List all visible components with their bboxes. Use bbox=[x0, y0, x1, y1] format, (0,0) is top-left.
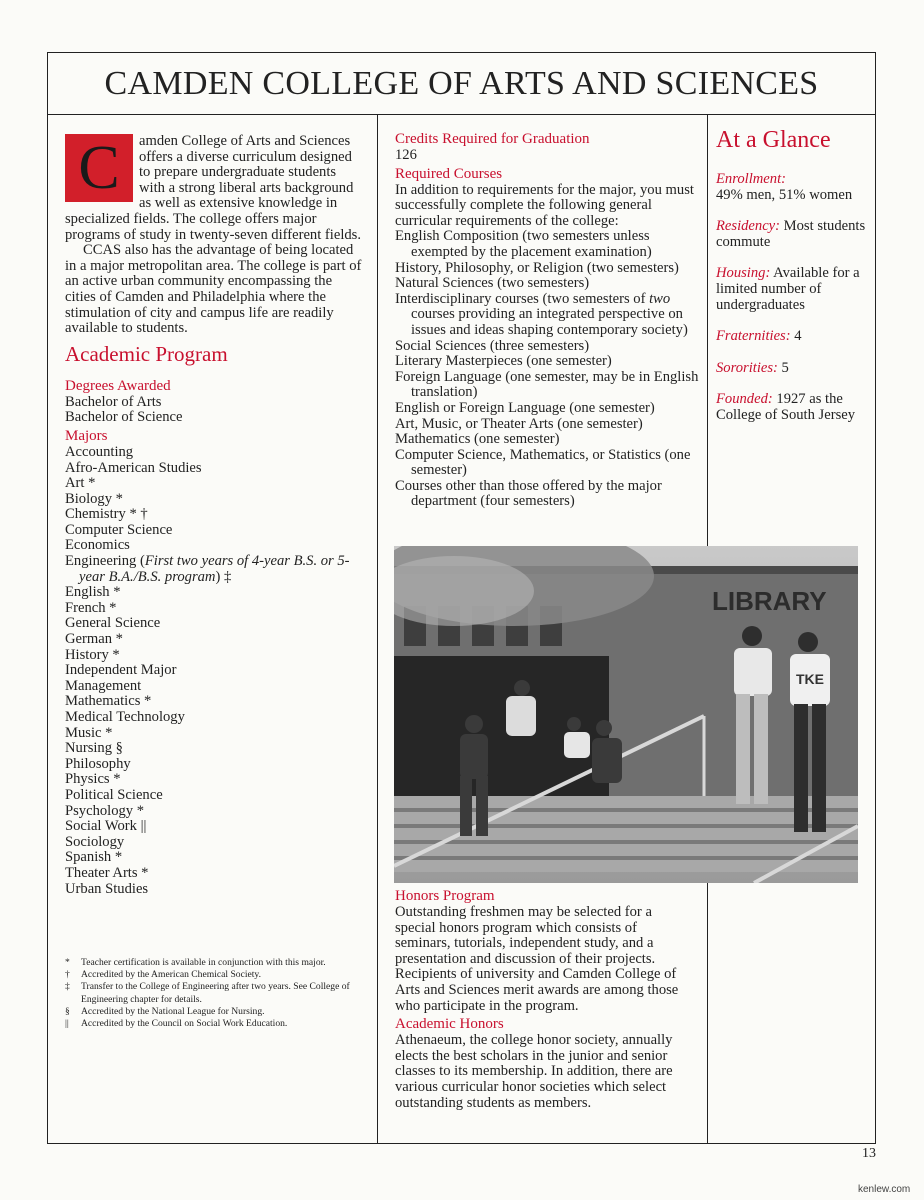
academic-honors-heading: Academic Honors bbox=[395, 1016, 504, 1033]
degrees-heading: Degrees Awarded bbox=[65, 377, 171, 394]
major-item: Spanish * bbox=[65, 849, 123, 866]
major-item: Social Work || bbox=[65, 818, 147, 835]
major-item-engineering: Engineering (First two years of 4-year B.S. or 5-year B.A./B.S. program) ‡ bbox=[65, 553, 350, 585]
course-item: Computer Science, Mathematics, or Statistics (one semester) bbox=[395, 446, 691, 479]
major-item: Afro-American Studies bbox=[65, 459, 202, 476]
course-item: Mathematics (one semester) bbox=[395, 431, 560, 448]
footnote: † Accredited by the American Chemical Society. bbox=[65, 969, 261, 981]
majors-heading: Majors bbox=[65, 427, 108, 444]
major-item: General Science bbox=[65, 615, 161, 632]
course-item: Art, Music, or Theater Arts (one semester) bbox=[395, 415, 643, 432]
intro-paragraph: amden College of Arts and Sciences offers a diverse curriculum designed to prepare undergraduate students with a strong liberal arts background as well as extensive knowledge in specialized fields. The college offers major programs of study in twenty-seven different fields. bbox=[65, 133, 361, 243]
footnotes bbox=[65, 957, 355, 1030]
page-title: CAMDEN COLLEGE OF ARTS AND SCIENCES bbox=[48, 53, 875, 115]
honors-section bbox=[395, 888, 695, 1111]
glance-enrollment: Enrollment: 49% men, 51% women bbox=[716, 171, 853, 203]
glance-heading: At a Glance bbox=[716, 127, 831, 153]
academic-honors-text: Athenaeum, the college honor society, annually elects the best scholars in the junior and senior classes to its membership. In addition, there are various curricular honor societies which select outstanding students as members. bbox=[395, 1032, 673, 1111]
major-item: Nursing § bbox=[65, 740, 123, 757]
photo-illustration bbox=[394, 546, 858, 883]
course-item: English Composition (two semesters unless exempted by the placement examination) bbox=[395, 228, 652, 260]
honors-heading: Honors Program bbox=[395, 888, 495, 904]
drop-cap: C bbox=[65, 134, 133, 202]
footnote: § Accredited by the National League for Nursing. bbox=[65, 1005, 265, 1017]
degree-item: Bachelor of Science bbox=[65, 409, 183, 426]
glance-founded: Founded: 1927 as the College of South Jersey bbox=[716, 391, 856, 423]
courses-heading: Required Courses bbox=[395, 165, 503, 182]
course-item: Social Sciences (three semesters) bbox=[395, 337, 590, 354]
major-item: Psychology * bbox=[65, 802, 145, 819]
degree-item: Bachelor of Arts bbox=[65, 393, 162, 410]
column-divider bbox=[377, 115, 378, 1143]
course-item: History, Philosophy, or Religion (two semesters) bbox=[395, 259, 679, 276]
library-steps-photo bbox=[394, 546, 858, 883]
footnote: ‡ Transfer to the College of Engineering after two years. See College of Engineering chapter for details. bbox=[65, 981, 350, 1005]
glance-sororities: Sororities: 5 bbox=[716, 359, 789, 376]
major-item: Management bbox=[65, 677, 142, 694]
major-item: Accounting bbox=[65, 443, 134, 460]
major-item: Urban Studies bbox=[65, 880, 149, 897]
major-item: Philosophy bbox=[65, 755, 131, 772]
major-item: History * bbox=[65, 646, 120, 663]
at-a-glance-column bbox=[716, 126, 868, 440]
major-item: Theater Arts * bbox=[65, 864, 149, 881]
course-item: Literary Masterpieces (one semester) bbox=[395, 353, 612, 370]
credits-value: 126 bbox=[395, 147, 417, 163]
major-item: Mathematics * bbox=[65, 693, 152, 710]
course-item: Courses other than those offered by the major department (four semesters) bbox=[395, 477, 662, 510]
watermark-credit: kenlew.com bbox=[858, 1184, 911, 1195]
intro-paragraph: CCAS also has the advantage of being located in a major metropolitan area. The college is part of an active urban community encompassing the cities of Camden and Philadelphia where the stimulation of city and campus life are readily available to students. bbox=[65, 242, 362, 337]
major-item: Sociology bbox=[65, 833, 125, 850]
major-item: Biology * bbox=[65, 490, 123, 507]
major-item: Chemistry * † bbox=[65, 506, 148, 523]
course-item: English or Foreign Language (one semester) bbox=[395, 399, 655, 416]
major-item: English * bbox=[65, 584, 121, 601]
majors-list bbox=[65, 445, 365, 897]
courses-intro: In addition to requirements for the major, you must successfully complete the following general curricular requirements of the college: bbox=[395, 181, 694, 229]
footnote: || Accredited by the Council on Social Work Education. bbox=[65, 1018, 288, 1030]
credits-heading: Credits Required for Graduation bbox=[395, 131, 590, 147]
major-item: French * bbox=[65, 599, 117, 616]
major-item: Music * bbox=[65, 724, 113, 741]
academic-program-heading: Academic Program bbox=[65, 341, 228, 366]
glance-fraternities: Fraternities: 4 bbox=[716, 328, 802, 345]
footnote: * Teacher certification is available in conjunction with this major. bbox=[65, 957, 326, 968]
degrees-list bbox=[65, 395, 365, 426]
library-sign: LIBRARY bbox=[712, 586, 827, 616]
middle-column bbox=[395, 131, 700, 510]
glance-residency: Residency: Most students commute bbox=[716, 218, 866, 250]
major-item: Political Science bbox=[65, 786, 163, 803]
left-column bbox=[65, 134, 365, 897]
honors-text: Outstanding freshmen may be selected for a special honors program which consists of seminars, tutorials, independent study, and a presentation and discussion of their projects. Recipients of university and Camden College of Arts and Sciences merit awards are among those who participate in the program. bbox=[395, 904, 679, 1014]
major-item: German * bbox=[65, 631, 123, 648]
major-item: Medical Technology bbox=[65, 709, 185, 725]
course-item: Natural Sciences (two semesters) bbox=[395, 275, 590, 292]
page-number: 13 bbox=[862, 1146, 876, 1161]
major-item: Economics bbox=[65, 537, 130, 554]
major-item: Independent Major bbox=[65, 662, 177, 679]
shirt-lettering: TKE bbox=[796, 671, 824, 687]
intro bbox=[65, 134, 365, 337]
major-item: Physics * bbox=[65, 771, 121, 788]
major-item: Art * bbox=[65, 475, 96, 492]
major-item: Computer Science bbox=[65, 521, 173, 538]
course-item: Interdisciplinary courses (two semesters of two courses providing an integrated perspective on issues and ideas shaping contemporary society) bbox=[395, 290, 688, 338]
glance-housing: Housing: Available for a limited number of undergraduates bbox=[716, 265, 860, 313]
course-item: Foreign Language (one semester, may be in English translation) bbox=[395, 368, 699, 401]
